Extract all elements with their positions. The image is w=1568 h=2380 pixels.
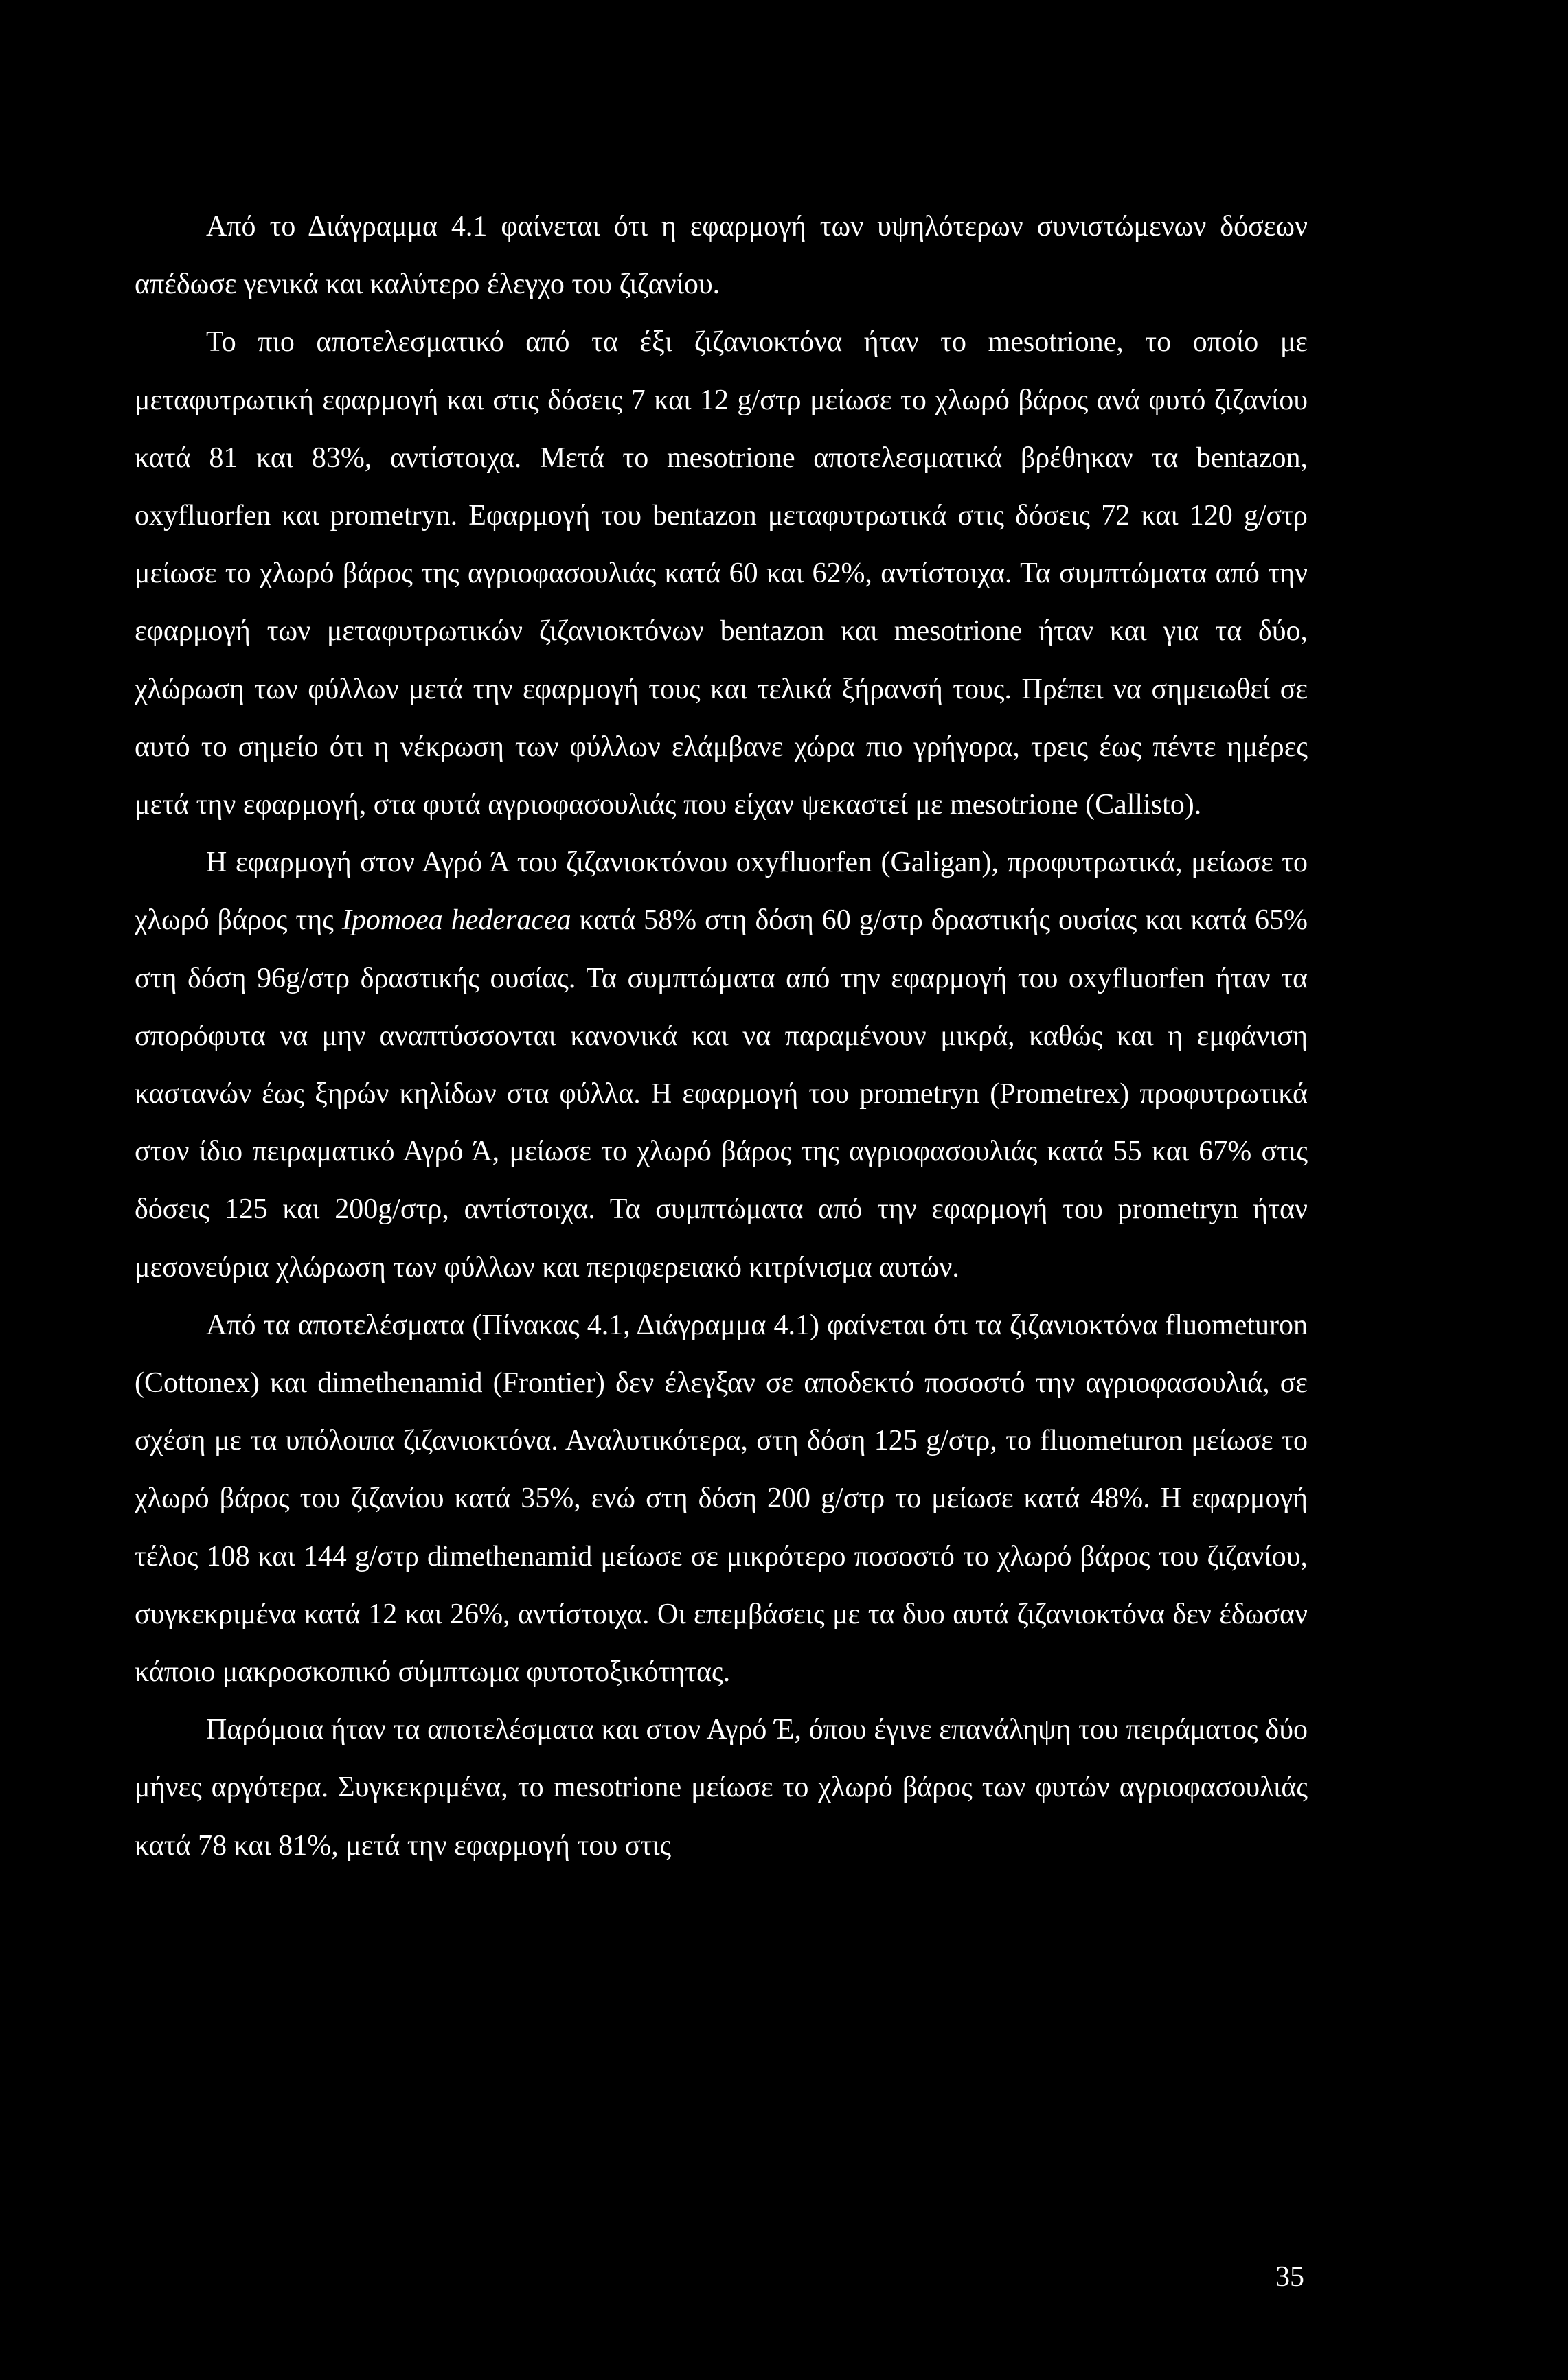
body-text	[135, 198, 1308, 1875]
paragraph-5: Παρόμοια ήταν τα αποτελέσματα και στον Αγρό Έ, όπου έγινε επανάληψη του πειράματος δύο μήνες αργότερα. Συγκεκριμένα, το mesotrione μείωσε το χλωρό βάρος των φυτών αγριοφασουλιάς κατά 78 και 81%, μετά την εφαρμογή του στις	[135, 1714, 1308, 1862]
paragraph-3	[135, 834, 1308, 1296]
paragraph-3-text-after: κατά 58% στη δόση 60 g/στρ δραστικής ουσίας και κατά 65% στη δόση 96g/στρ δραστικής ουσίας. Τα συμπτώματα από την εφαρμογή του oxyfluorfen ήταν τα σπορόφυτα να μην αναπτύσσονται κανονικά και να παραμένουν μικρά, καθώς και η εμφάνιση καστανών έως ξηρών κηλίδων στα φύλλα. Η εφαρμογή του prometryn (Prometrex) προφυτρωτικά στον ίδιο πειραματικό Αγρό Ά, μείωσε το χλωρό βάρος της αγριοφασουλιάς κατά 55 και 67% στις δόσεις 125 και 200g/στρ, αντίστοιχα. Τα συμπτώματα από την εφαρμογή του prometryn ήταν μεσονεύρια χλώρωση των φύλλων και περιφερειακό κιτρίνισμα αυτών.	[135, 904, 1308, 1283]
paragraph-3-text-before: Η εφαρμογή στον Αγρό Ά του ζιζανιοκτόνου oxyfluorfen (Galigan), προφυτρωτικά, μείωσε το χλωρό βάρος της	[135, 847, 1308, 937]
paragraph-4: Από τα αποτελέσματα (Πίνακας 4.1, Διάγραμμα 4.1) φαίνεται ότι τα ζιζανιοκτόνα fluometuron (Cottonex) και dimethenamid (Frontier) δεν έλεγξαν σε αποδεκτό ποσοστό την αγριοφασουλιά, σε σχέση με τα υπόλοιπα ζιζανιοκτόνα. Αναλυτικότερα, στη δόση 125 g/στρ, το fluometuron μείωσε το χλωρό βάρος του ζιζανίου κατά 35%, ενώ στη δόση 200 g/στρ το μείωσε κατά 48%. Η εφαρμογή τέλος 108 και 144 g/στρ dimethenamid μείωσε σε μικρότερο ποσοστό το χλωρό βάρος του ζιζανίου, συγκεκριμένα κατά 12 και 26%, αντίστοιχα. Οι επεμβάσεις με τα δυο αυτά ζιζανιοκτόνα δεν έδωσαν κάποιο μακροσκοπικό σύμπτωμα φυτοτοξικότητας.	[135, 1309, 1308, 1689]
page-number: 35	[1275, 2261, 1304, 2293]
paragraph-2: Το πιο αποτελεσματικό από τα έξι ζιζανιοκτόνα ήταν το mesotrione, το οποίο με μεταφυτρωτική εφαρμογή και στις δόσεις 7 και 12 g/στρ μείωσε το χλωρό βάρος ανά φυτό ζιζανίου κατά 81 και 83%, αντίστοιχα. Μετά το mesotrione αποτελεσματικά βρέθηκαν τα bentazon, oxyfluorfen και prometryn. Εφαρμογή του bentazon μεταφυτρωτικά στις δόσεις 72 και 120 g/στρ μείωσε το χλωρό βάρος της αγριοφασουλιάς κατά 60 και 62%, αντίστοιχα. Τα συμπτώματα από την εφαρμογή των μεταφυτρωτικών ζιζανιοκτόνων bentazon και mesotrione ήταν και για τα δύο, χλώρωση των φύλλων μετά την εφαρμογή τους και τελικά ξήρανσή τους. Πρέπει να σημειωθεί σε αυτό το σημείο ότι η νέκρωση των φύλλων ελάμβανε χώρα πιο γρήγορα, τρεις έως πέντε ημέρες μετά την εφαρμογή, στα φυτά αγριοφασουλιάς που είχαν ψεκαστεί με mesotrione (Callisto).	[135, 326, 1308, 821]
species-name: Ipomoea hederacea	[341, 904, 571, 937]
paragraph-1: Από το Διάγραμμα 4.1 φαίνεται ότι η εφαρμογή των υψηλότερων συνιστώμενων δόσεων απέδωσε γενικά και καλύτερο έλεγχο του ζιζανίου.	[135, 211, 1308, 301]
